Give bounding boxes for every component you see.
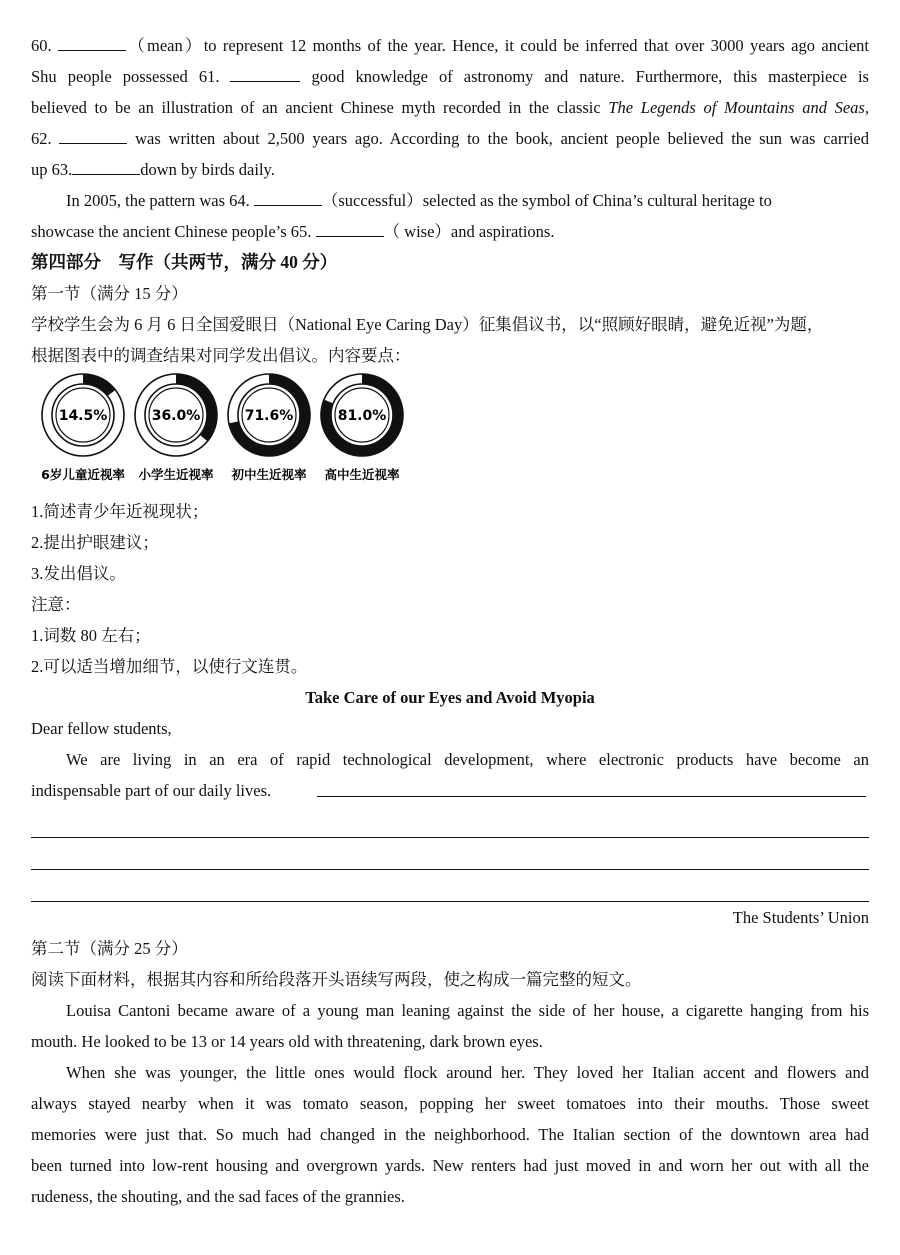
exam-page: [31, 30, 869, 1212]
donut-percent-label: 81.0%: [337, 408, 387, 424]
story-p1-line-2: mouth. He looked to be 13 or 14 years old with threatening, dark brown eyes.: [31, 1032, 543, 1051]
answer-blank-63[interactable]: [72, 155, 140, 175]
text: 60.: [31, 36, 58, 55]
notes-title: 注意：: [31, 595, 81, 614]
donut-category-label: 6岁儿童近视率: [41, 467, 125, 482]
text: down by birds daily.: [140, 160, 275, 179]
donut-percent-label: 71.6%: [244, 408, 294, 424]
passage-line-1: [31, 30, 869, 61]
donut-3: [228, 374, 310, 482]
story-p2-line-4: been turned into low-rent housing and overgrown yards. New renters had just moved in and worn her out with all the: [31, 1156, 869, 1175]
writing-blank-line[interactable]: [317, 796, 866, 797]
text: was written about 2,500 years ago. According to the book, ancient people believed the sun was carried: [127, 129, 870, 148]
prompt-line-2: 根据图表中的调查结果对同学发出倡议。内容要点：: [31, 346, 411, 365]
essay-title: Take Care of our Eyes and Avoid Myopia: [305, 688, 595, 707]
story-p2-line-5: rudeness, the shouting, and the sad faces of the grannies.: [31, 1187, 405, 1206]
text: believed to be an illustration of an ancient Chinese myth recorded in the classic: [31, 98, 609, 117]
text: indispensable part of our daily lives.: [31, 781, 272, 800]
donut-category-label: 小学生近视率: [138, 467, 214, 482]
section2-prompt: 阅读下面材料，根据其内容和所给段落开头语续写两段，使之构成一篇完整的短文。: [31, 970, 642, 989]
writing-line[interactable]: [31, 806, 869, 838]
section2-title: 第二节（满分 25 分）: [31, 939, 188, 958]
answer-blank-65[interactable]: [316, 217, 384, 237]
salutation: Dear fellow students,: [31, 719, 172, 738]
story-p2-line-2: always stayed nearby when it was tomato season, popping her sweet tomatoes into their mouths. Those sweet: [31, 1094, 869, 1113]
text: 62.: [31, 129, 60, 148]
story-p2-line-1: When she was younger, the little ones would flock around her. They loved her Italian accent and flowers and: [66, 1063, 869, 1082]
answer-blank-64[interactable]: [254, 186, 322, 206]
note-2: 2.可以适当增加细节，以使行文连贯。: [31, 657, 308, 676]
donut-chart-svg: [39, 371, 439, 496]
story-p2-line-3: memories were just that. So much had changed in the neighborhood. The Italian section of the downtown area had: [31, 1125, 869, 1144]
passage-line-7: [31, 216, 869, 247]
essay-line-1: We are living in an era of rapid technological development, where electronic products have become an: [66, 750, 869, 769]
book-title: The Legends of Mountains and Seas: [608, 98, 865, 117]
donut-percent-label: 14.5%: [58, 408, 108, 424]
passage-line-5: [31, 154, 869, 185]
donut-1: [41, 374, 125, 482]
writing-line[interactable]: [31, 870, 869, 902]
point-1: 1.简述青少年近视现状；: [31, 502, 209, 521]
passage-line-3: [31, 92, 869, 123]
passage-line-4: [31, 123, 869, 154]
answer-blank-62[interactable]: [59, 124, 127, 144]
text: In 2005, the pattern was 64.: [66, 191, 254, 210]
passage-line-6: [31, 185, 869, 216]
point-3: 3.发出倡议。: [31, 564, 126, 583]
writing-line[interactable]: [31, 838, 869, 870]
answer-blank-60[interactable]: [58, 31, 126, 51]
point-2: 2.提出护眼建议；: [31, 533, 159, 552]
donut-4: [321, 374, 403, 482]
section1-title: 第一节（满分 15 分）: [31, 284, 188, 303]
donut-category-label: 初中生近视率: [231, 467, 307, 482]
section-heading: 第四部分 写作（共两节，满分 40 分）: [31, 252, 338, 272]
passage-line-2: [31, 61, 869, 92]
text: good knowledge of astronomy and nature. Furthermore, this masterpiece is: [300, 67, 869, 86]
essay-line-2: [31, 775, 869, 806]
text: ,: [864, 98, 869, 117]
text: （mean）to represent 12 months of the year. Hence, it could be inferred that over 3000 years ago ancient: [126, 36, 870, 55]
note-1: 1.词数 80 左右；: [31, 626, 151, 645]
donut-2: [135, 374, 217, 482]
donut-category-label: 高中生近视率: [324, 467, 400, 482]
text: showcase the ancient Chinese people’s 65.: [31, 222, 316, 241]
story-p1-line-1: Louisa Cantoni became aware of a young man leaning against the side of her house, a cigarette hanging from his: [66, 1001, 869, 1020]
text: （successful）selected as the symbol of China’s cultural heritage to: [321, 191, 772, 210]
myopia-donut-charts: [31, 371, 869, 496]
text: （ wise）and aspirations.: [383, 222, 555, 241]
text: up 63.: [31, 160, 73, 179]
answer-blank-61[interactable]: [230, 62, 300, 82]
signature: The Students’ Union: [732, 908, 869, 927]
prompt-line-1: 学校学生会为 6 月 6 日全国爱眼日（National Eye Caring Day）征集倡议书，以“照顾好眼睛，避免近视”为题，: [31, 315, 824, 334]
text: Shu people possessed 61.: [31, 67, 231, 86]
donut-percent-label: 36.0%: [151, 408, 201, 424]
